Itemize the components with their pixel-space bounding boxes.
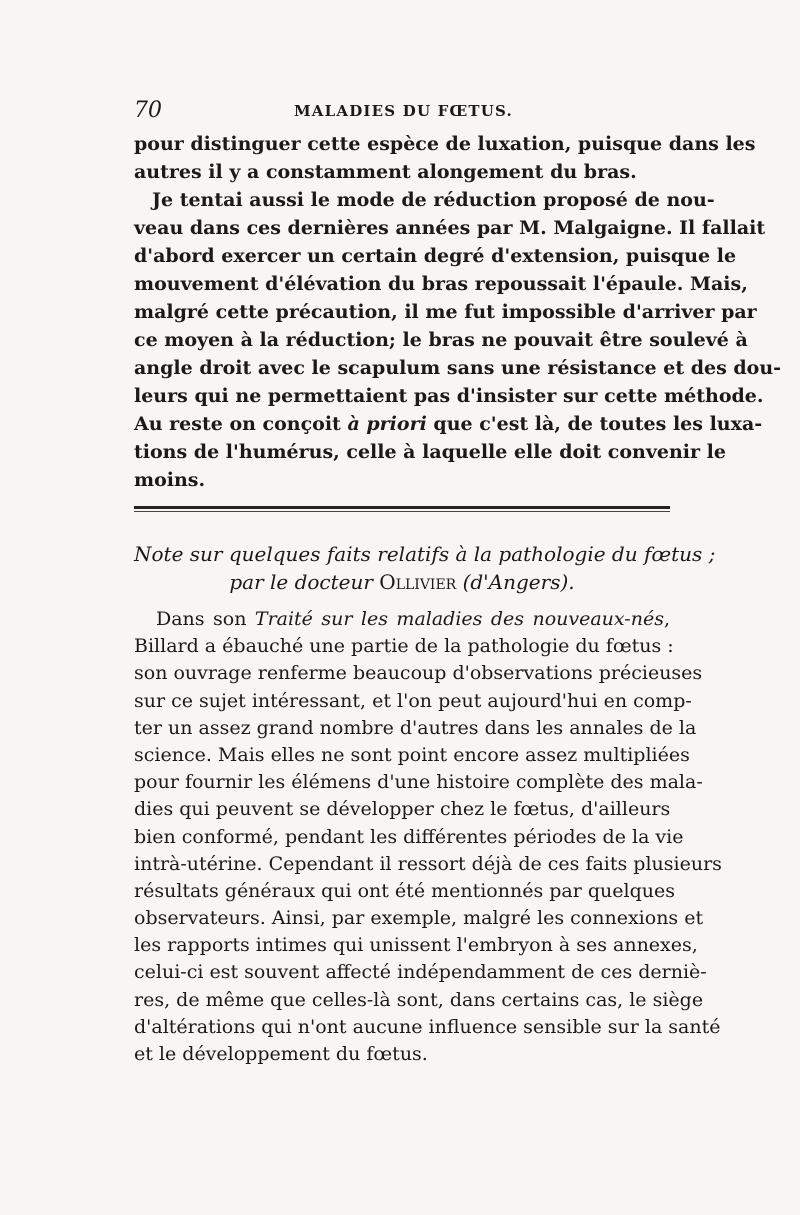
text-line: son ouvrage renferme beaucoup d'observations précieuses bbox=[134, 662, 703, 685]
section-divider bbox=[134, 506, 670, 509]
text-line bbox=[134, 410, 763, 438]
text-line: celui-ci est souvent affecté indépendamment de ces derniè- bbox=[134, 961, 707, 984]
author-name: Ollivier bbox=[379, 570, 457, 594]
text-line: moins. bbox=[134, 469, 206, 491]
page-number: 70 bbox=[134, 98, 162, 123]
text-segment: Dans son bbox=[156, 608, 255, 630]
text-segment: , bbox=[663, 608, 670, 630]
text-line: malgré cette précaution, il me fut impossible d'arriver par bbox=[134, 301, 757, 323]
text-line: intrà-utérine. Cependant il ressort déjà de ces faits plusieurs bbox=[134, 852, 722, 875]
running-head: MALADIES DU FŒTUS. bbox=[294, 102, 513, 120]
paragraph-luxation bbox=[134, 130, 782, 494]
text-line: d'altérations qui n'ont aucune influence sensible sur la santé bbox=[134, 1015, 721, 1038]
text-line: tions de l'humérus, celle à laquelle elle doit convenir le bbox=[134, 441, 726, 463]
text-segment: Au reste on conçoit bbox=[134, 413, 348, 435]
text-line: autres il y a constamment alongement du bras. bbox=[134, 161, 637, 183]
text-line: pour distinguer cette espèce de luxation, puisque dans les bbox=[134, 133, 756, 155]
text-line: veau dans ces dernières années par M. Malgaigne. Il fallait bbox=[134, 217, 766, 239]
text-line: pour fournir les élémens d'une histoire complète des mala- bbox=[134, 771, 703, 794]
text-line: sur ce sujet intéressant, et l'on peut aujourd'hui en comp- bbox=[134, 689, 692, 712]
paragraph-note bbox=[134, 606, 722, 1068]
byline-suffix: (d'Angers). bbox=[456, 570, 575, 594]
text-line: et le développement du fœtus. bbox=[134, 1043, 428, 1065]
text-line: Billard a ébauché une partie de la pathologie du fœtus : bbox=[134, 635, 674, 658]
text-line: résultats généraux qui ont été mentionnés par quelques bbox=[134, 879, 675, 902]
text-line: angle droit avec le scapulum sans une résistance et des dou- bbox=[134, 357, 782, 379]
text-line: bien conformé, pendant les différentes périodes de la vie bbox=[134, 825, 684, 848]
note-title-line: Note sur quelques faits relatifs à la pathologie du fœtus ; bbox=[134, 542, 716, 566]
text-line: res, de même que celles-là sont, dans certains cas, le siège bbox=[134, 988, 704, 1011]
text-line: science. Mais elles ne sont point encore assez multipliées bbox=[134, 743, 690, 766]
italic-phrase: à priori bbox=[347, 413, 427, 435]
page-header bbox=[134, 98, 670, 126]
text-line: leurs qui ne permettaient pas d'insister sur cette méthode. bbox=[134, 385, 764, 407]
byline-prefix: par le docteur bbox=[229, 570, 380, 594]
text-line: d'abord exercer un certain degré d'extension, puisque le bbox=[134, 245, 737, 267]
text-segment: que c'est là, de toutes les luxa- bbox=[426, 413, 763, 435]
note-title bbox=[134, 540, 716, 596]
text-line: mouvement d'élévation du bras repoussait l'épaule. Mais, bbox=[134, 273, 748, 295]
text-line: observateurs. Ainsi, par exemple, malgré les connexions et bbox=[134, 907, 704, 930]
text-line bbox=[134, 606, 670, 633]
text-line: les rapports intimes qui unissent l'embryon à ses annexes, bbox=[134, 934, 698, 957]
note-byline bbox=[134, 568, 670, 596]
text-line: dies qui peuvent se développer chez le fœtus, d'ailleurs bbox=[134, 798, 671, 821]
text-line: Je tentai aussi le mode de réduction proposé de nou- bbox=[152, 189, 715, 211]
text-line: ce moyen à la réduction; le bras ne pouvait être soulevé à bbox=[134, 329, 748, 351]
section-divider-thin bbox=[134, 511, 670, 512]
italic-title: Traité sur les maladies des nouveaux-nés bbox=[254, 608, 664, 630]
text-line: ter un assez grand nombre d'autres dans les annales de la bbox=[134, 716, 697, 739]
